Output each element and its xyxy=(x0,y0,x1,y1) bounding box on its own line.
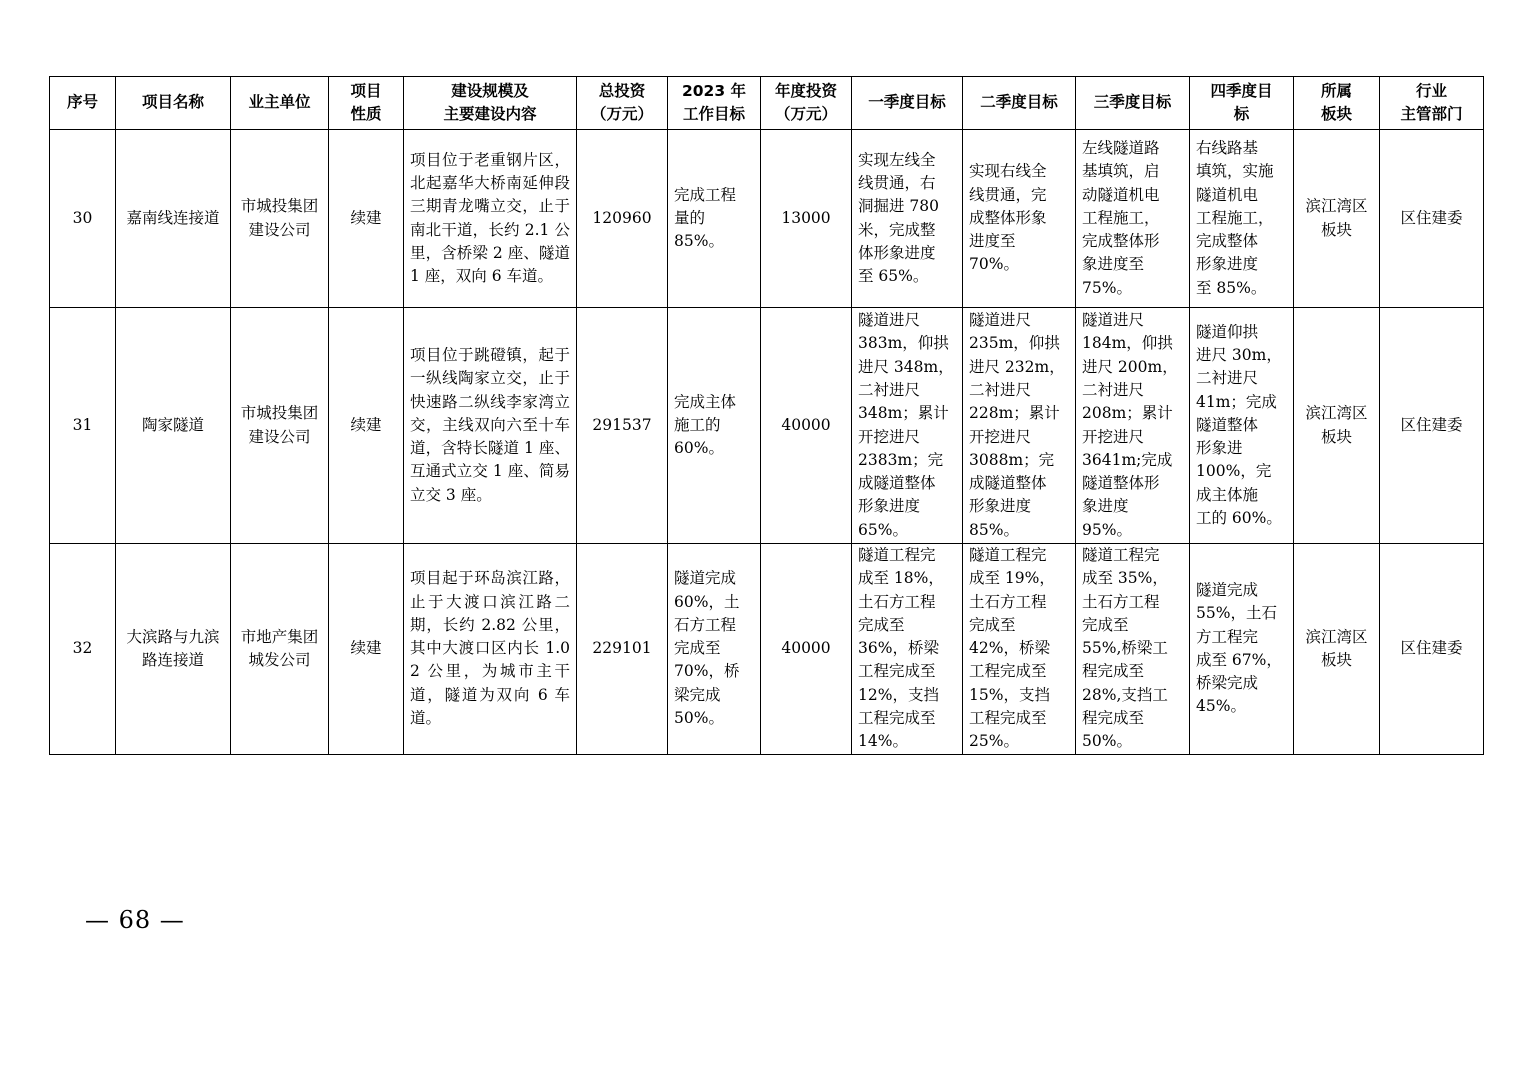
header-project-name: 项目名称 xyxy=(116,77,231,130)
header-department: 行业 主管部门 xyxy=(1380,77,1484,130)
header-q1-target: 一季度目标 xyxy=(852,77,963,130)
cell-project-name: 嘉南线连接道 xyxy=(116,130,231,308)
header-serial-no: 序号 xyxy=(50,77,116,130)
cell-annual-investment: 40000 xyxy=(761,544,852,755)
cell-2023-goal: 完成工程 量的 85%。 xyxy=(668,130,761,308)
project-table xyxy=(49,76,1484,755)
cell-total-investment: 120960 xyxy=(577,130,668,308)
cell-project-name: 大滨路与九滨路连接道 xyxy=(116,544,231,755)
cell-q3-target: 隧道工程完 成至 35%， 土石方工程 完成至 55%,桥梁工 程完成至 28%,支挡工 程完成至 50%。 xyxy=(1076,544,1190,755)
cell-q2-target: 隧道进尺 235m，仰拱 进尺 232m， 二衬进尺 228m；累计 开挖进尺 3088m；完 成隧道整体 形象进度 85%。 xyxy=(963,308,1076,544)
cell-construction-content: 项目位于老重钢片区，北起嘉华大桥南延伸段三期青龙嘴立交，止于南北干道，长约 2.1 公里，含桥梁 2 座、隧道 1 座，双向 6 车道。 xyxy=(404,130,577,308)
header-q2-target: 二季度目标 xyxy=(963,77,1076,130)
table-row xyxy=(50,130,1484,308)
cell-q4-target: 右线路基 填筑，实施 隧道机电 工程施工， 完成整体 形象进度 至 85%。 xyxy=(1190,130,1294,308)
cell-total-investment: 229101 xyxy=(577,544,668,755)
cell-sector: 滨江湾区板块 xyxy=(1294,130,1380,308)
cell-sector: 滨江湾区板块 xyxy=(1294,544,1380,755)
cell-q1-target: 隧道工程完 成至 18%， 土石方工程 完成至 36%，桥梁 工程完成至 12%，支挡 工程完成至 14%。 xyxy=(852,544,963,755)
cell-owner: 市城投集团建设公司 xyxy=(231,308,329,544)
cell-construction-content: 项目起于环岛滨江路，止于大渡口滨江路二期，长约 2.82 公里，其中大渡口区内长 1.02 公里，为城市主干道，隧道为双向 6 车道。 xyxy=(404,544,577,755)
cell-2023-goal: 隧道完成 60%，土 石方工程 完成至 70%，桥 梁完成 50%。 xyxy=(668,544,761,755)
cell-2023-goal: 完成主体 施工的 60%。 xyxy=(668,308,761,544)
table-row xyxy=(50,544,1484,755)
cell-project-name: 陶家隧道 xyxy=(116,308,231,544)
header-q4-target: 四季度目 标 xyxy=(1190,77,1294,130)
cell-serial-no: 31 xyxy=(50,308,116,544)
cell-department: 区住建委 xyxy=(1380,544,1484,755)
cell-project-nature: 续建 xyxy=(329,130,404,308)
cell-department: 区住建委 xyxy=(1380,130,1484,308)
header-construction-content: 建设规模及 主要建设内容 xyxy=(404,77,577,130)
cell-construction-content: 项目位于跳磴镇，起于一纵线陶家立交，止于快速路二纵线李家湾立交，主线双向六至十车道，含特长隧道 1 座、互通式立交 1 座、简易立交 3 座。 xyxy=(404,308,577,544)
table-header-row xyxy=(50,77,1484,130)
cell-q1-target: 隧道进尺 383m，仰拱 进尺 348m， 二衬进尺 348m；累计 开挖进尺 2383m；完 成隧道整体 形象进度 65%。 xyxy=(852,308,963,544)
header-sector: 所属 板块 xyxy=(1294,77,1380,130)
cell-q4-target: 隧道完成 55%，土石 方工程完 成至 67%， 桥梁完成 45%。 xyxy=(1190,544,1294,755)
cell-annual-investment: 13000 xyxy=(761,130,852,308)
header-2023-goal: 2023 年 工作目标 xyxy=(668,77,761,130)
cell-project-nature: 续建 xyxy=(329,544,404,755)
cell-q4-target: 隧道仰拱 进尺 30m， 二衬进尺 41m；完成 隧道整体 形象进 100%，完 成主体施 工的 60%。 xyxy=(1190,308,1294,544)
cell-owner: 市城投集团建设公司 xyxy=(231,130,329,308)
cell-annual-investment: 40000 xyxy=(761,308,852,544)
header-owner: 业主单位 xyxy=(231,77,329,130)
cell-q2-target: 隧道工程完 成至 19%， 土石方工程 完成至 42%，桥梁 工程完成至 15%，支挡 工程完成至 25%。 xyxy=(963,544,1076,755)
cell-total-investment: 291537 xyxy=(577,308,668,544)
cell-project-nature: 续建 xyxy=(329,308,404,544)
cell-q3-target: 左线隧道路 基填筑，启 动隧道机电 工程施工， 完成整体形 象进度至 75%。 xyxy=(1076,130,1190,308)
table-row xyxy=(50,308,1484,544)
header-q3-target: 三季度目标 xyxy=(1076,77,1190,130)
cell-owner: 市地产集团城发公司 xyxy=(231,544,329,755)
cell-department: 区住建委 xyxy=(1380,308,1484,544)
cell-serial-no: 32 xyxy=(50,544,116,755)
cell-serial-no: 30 xyxy=(50,130,116,308)
page-number: — 68 — xyxy=(85,906,185,934)
cell-sector: 滨江湾区板块 xyxy=(1294,308,1380,544)
header-annual-investment: 年度投资 （万元） xyxy=(761,77,852,130)
header-total-investment: 总投资 （万元） xyxy=(577,77,668,130)
cell-q2-target: 实现右线全 线贯通，完 成整体形象 进度至 70%。 xyxy=(963,130,1076,308)
header-project-nature: 项目 性质 xyxy=(329,77,404,130)
cell-q1-target: 实现左线全 线贯通，右 洞掘进 780 米，完成整 体形象进度 至 65%。 xyxy=(852,130,963,308)
cell-q3-target: 隧道进尺 184m，仰拱 进尺 200m， 二衬进尺 208m；累计 开挖进尺 3641m;完成 隧道整体形 象进度 95%。 xyxy=(1076,308,1190,544)
